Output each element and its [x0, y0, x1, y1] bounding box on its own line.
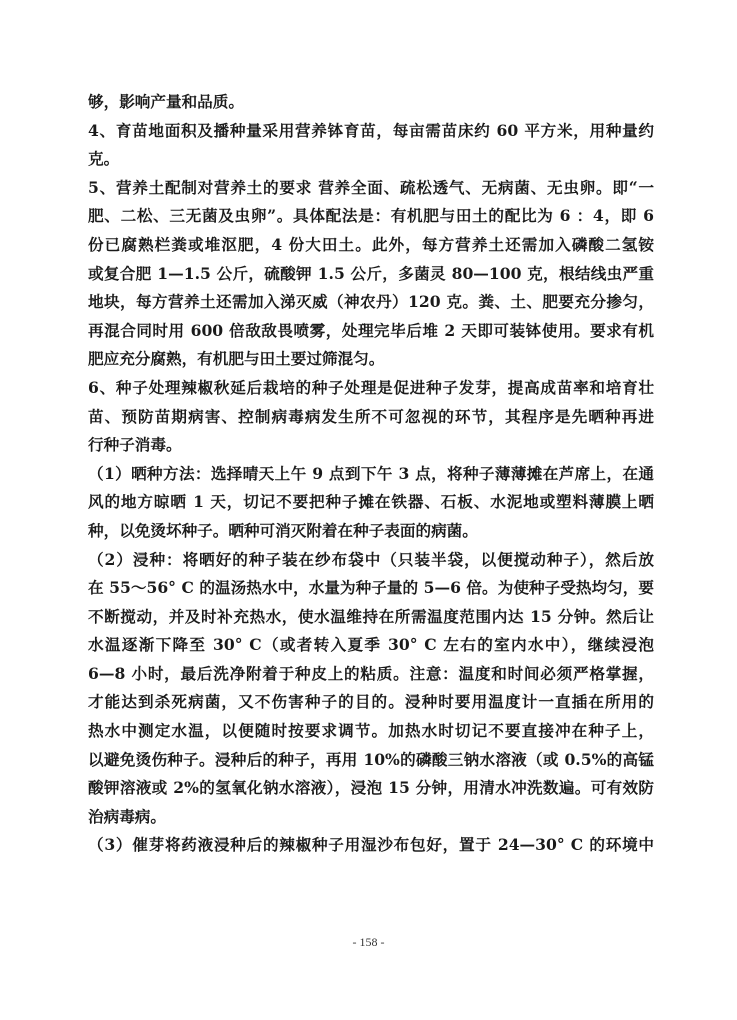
text-line-15: 风的地方晾晒 1 天，切记不要把种子摊在铁器、石板、水泥地或塑料薄膜上晒 — [88, 492, 654, 512]
document-page — [88, 88, 654, 860]
text-line-3: 克。 — [88, 149, 120, 169]
text-line-7: 或复合肥 1—1.5 公斤，硫酸钾 1.5 公斤，多菌灵 80—100 克，根结线虫严重 — [88, 263, 654, 283]
text-line-16: 种，以免烫坏种子。晒种可消灭附着在种子表面的病菌。 — [88, 520, 478, 540]
text-line-26: 治病毒病。 — [88, 806, 166, 826]
text-line-4: 5、营养土配制对营养土的要求 营养全面、疏松透气、无病菌、无虫卵。即“一 — [88, 177, 654, 197]
text-line-9: 再混合同时用 600 倍敌敌畏喷雾，处理完毕后堆 2 天即可装钵使用。要求有机 — [88, 320, 654, 340]
text-line-14: （1）晒种方法：选择晴天上午 9 点到下午 3 点，将种子薄薄摊在芦席上，在通 — [88, 463, 654, 483]
text-line-21: 6—8 小时，最后洗净附着于种皮上的粘质。注意：温度和时间必须严格掌握， — [88, 663, 654, 683]
text-line-1: 够，影响产量和品质。 — [88, 92, 244, 111]
text-line-18: 在 55～56° C 的温汤热水中，水量为种子量的 5—6 倍。为使种子受热均匀，要 — [88, 578, 654, 598]
page-number: - 158 - — [352, 935, 385, 949]
text-line-24: 以避免烫伤种子。浸种后的种子，再用 10%的磷酸三钠水溶液（或 0.5%的高锰 — [88, 749, 654, 769]
text-line-12: 苗、预防苗期病害、控制病毒病发生所不可忽视的环节，其程序是先晒种再进 — [88, 406, 654, 426]
text-line-10: 肥应充分腐熟，有机肥与田土要过筛混匀。 — [88, 349, 385, 369]
text-line-11: 6、种子处理辣椒秋延后栽培的种子处理是促进种子发芽，提高成苗率和培育壮 — [88, 377, 654, 397]
text-line-20: 水温逐渐下降至 30° C（或者转入夏季 30° C 左右的室内水中），继续浸泡 — [88, 635, 654, 655]
text-line-6: 份已腐熟栏粪或堆沤肥，4 份大田土。此外，每方营养土还需加入磷酸二氢铵 — [88, 234, 654, 254]
text-line-2: 4、育苗地面积及播种量采用营养钵育苗，每亩需苗床约 60 平方米，用种量约 — [88, 120, 654, 140]
text-line-13: 行种子消毒。 — [88, 435, 182, 455]
text-line-19: 不断搅动，并及时补充热水，使水温维持在所需温度范围内达 15 分钟。然后让 — [88, 606, 654, 626]
text-line-25: 酸钾溶液或 2%的氢氧化钠水溶液），浸泡 15 分钟，用清水冲洗数遍。可有效防 — [88, 778, 654, 798]
text-line-27: （3）催芽将药液浸种后的辣椒种子用湿沙布包好，置于 24—30° C 的环境中 — [88, 835, 654, 855]
text-line-23: 热水中测定水温，以便随时按要求调节。加热水时切记不要直接冲在种子上， — [88, 721, 654, 741]
text-line-22: 才能达到杀死病菌，又不伤害种子的目的。浸种时要用温度计一直插在所用的 — [88, 692, 654, 712]
text-line-17: （2）浸种：将晒好的种子装在纱布袋中（只装半袋，以便搅动种子），然后放 — [88, 549, 654, 569]
text-line-5: 肥、二松、三无菌及虫卵”。具体配法是：有机肥与田土的配比为 6 ：4，即 6 — [88, 206, 654, 226]
text-line-8: 地块，每方营养土还需加入涕灭威（神农丹）120 克。粪、土、肥要充分掺匀， — [88, 292, 654, 312]
